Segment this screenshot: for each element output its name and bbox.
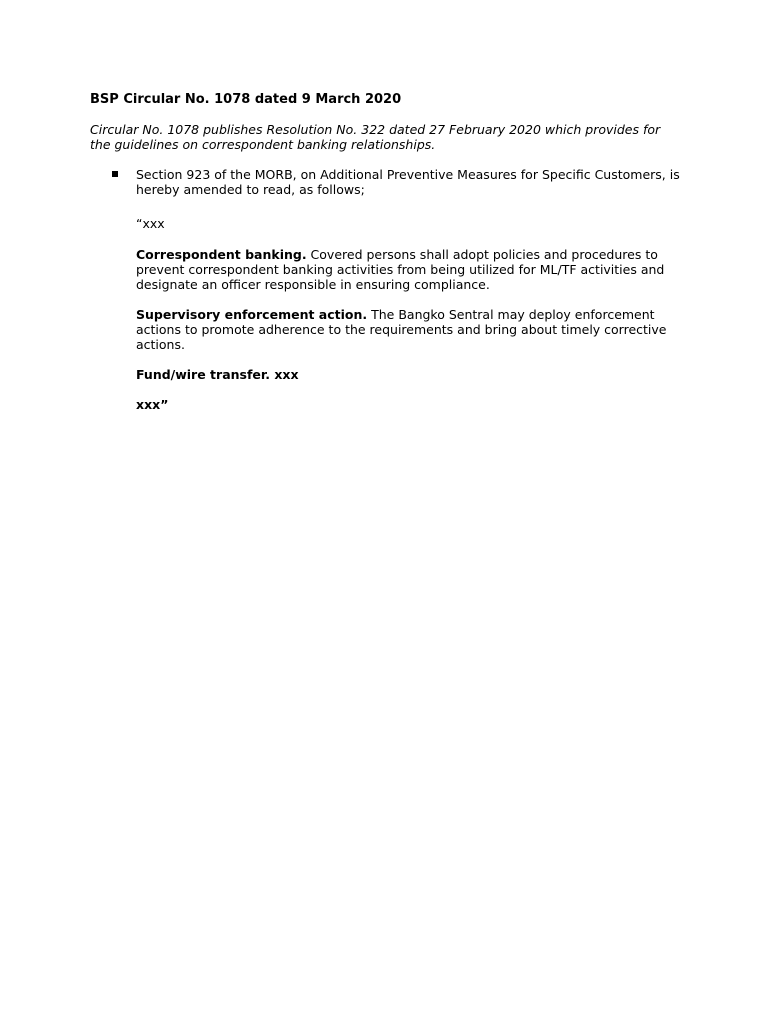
document-title: BSP Circular No. 1078 dated 9 March 2020 xyxy=(90,92,402,107)
supervisory-enforcement-heading: Supervisory enforcement action. xyxy=(136,307,368,322)
correspondent-banking-body: Covered persons shall adopt policies and procedures to prevent correspondent banking activities from being utilized for ML/TF activities and designate an officer responsible in ensuring compliance. xyxy=(136,247,665,292)
supervisory-enforcement-body: The Bangko Sentral may deploy enforcement actions to promote adherence to the requirements and bring about timely corrective actions. xyxy=(136,307,667,352)
square-bullet-icon xyxy=(112,171,118,177)
correspondent-banking-paragraph xyxy=(136,247,681,292)
correspondent-banking-heading: Correspondent banking. xyxy=(136,247,307,262)
bullet-item-text: Section 923 of the MORB, on Additional Preventive Measures for Specific Customers, is hereby amended to read, as follows; xyxy=(136,167,680,197)
quote-open: “xxx xyxy=(136,216,165,231)
supervisory-enforcement-paragraph xyxy=(136,307,681,352)
intro-paragraph: Circular No. 1078 publishes Resolution No. 322 dated 27 February 2020 which provides for the guidelines on correspondent banking relationships. xyxy=(90,122,661,152)
fund-wire-transfer-paragraph: Fund/wire transfer. xxx xyxy=(136,367,299,382)
quote-close: xxx” xyxy=(136,397,169,412)
